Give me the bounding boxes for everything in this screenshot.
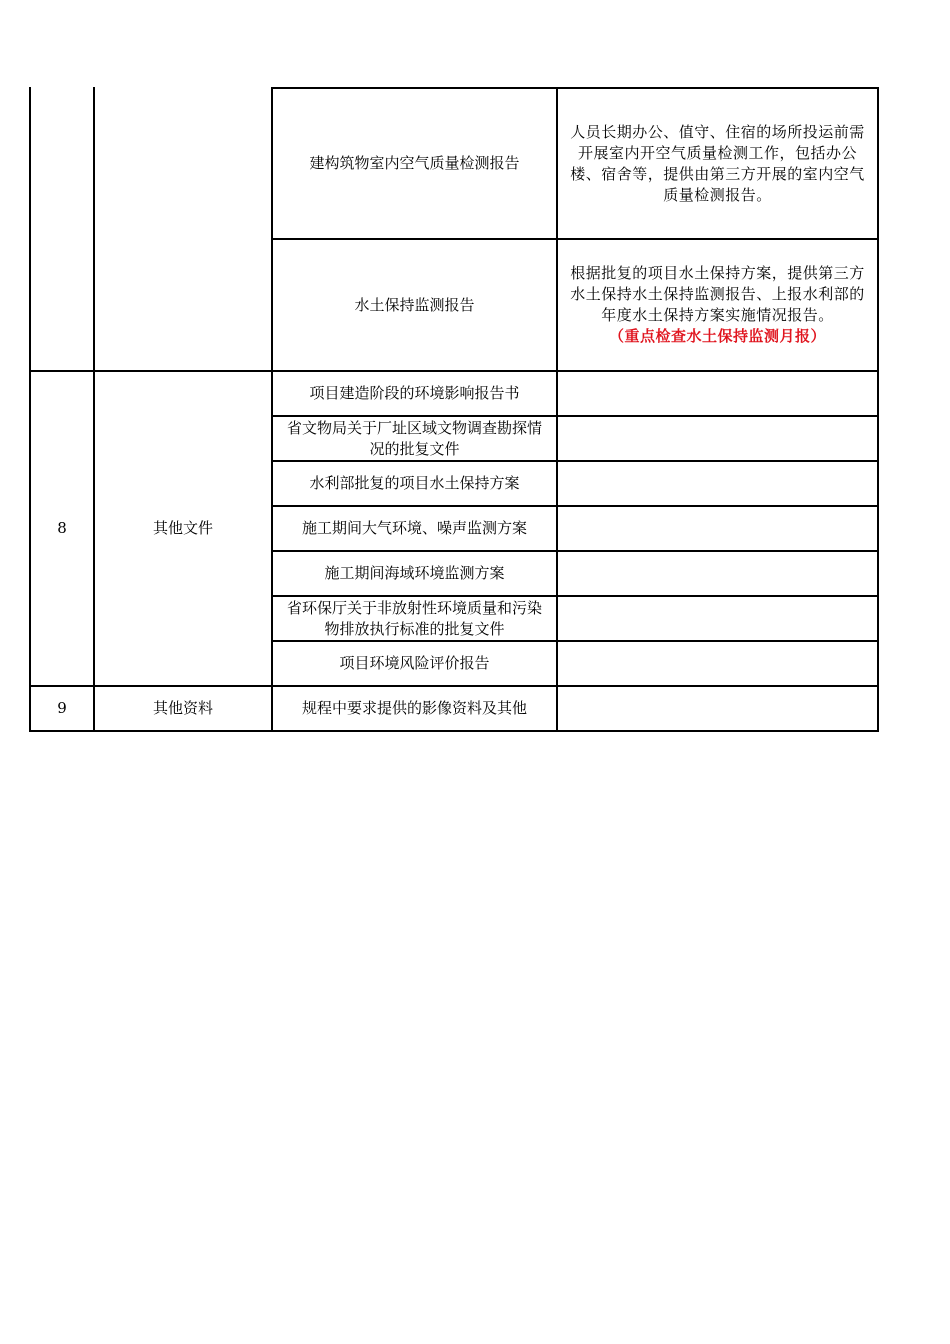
- document-cell: [272, 641, 557, 686]
- document-name: 规程中要求提供的影像资料及其他: [301, 699, 527, 717]
- document-name: 省文物局关于厂址区域文物调查勘探情况的批复文件: [286, 418, 542, 458]
- category-text: 其他文件: [152, 519, 213, 537]
- row-divider: [271, 595, 879, 597]
- document-name: 建构筑物室内空气质量检测报告: [309, 154, 520, 172]
- document-cell: [272, 461, 557, 506]
- table-border-left: [29, 87, 31, 732]
- document-cell: [272, 371, 557, 416]
- row-number: [30, 371, 94, 686]
- document-name: 水土保持监测报告: [354, 295, 475, 314]
- requirement-text: 根据批复的项目水土保持方案，提供第三方水土保持水土保持监测报告、上报水利部的年度水土保持方案实施情况报告。: [570, 264, 865, 324]
- row-divider: [271, 238, 879, 240]
- document-cell: [272, 416, 557, 461]
- document-cell: [272, 506, 557, 551]
- highlight-note: （重点检查水土保持监测月报）: [608, 327, 826, 345]
- document-cell: [272, 551, 557, 596]
- document-cell: [272, 88, 557, 239]
- document-name: 施工期间海域环境监测方案: [324, 564, 505, 582]
- row-number-text: 9: [57, 699, 67, 717]
- document-name: 水利部批复的项目水土保持方案: [309, 474, 520, 492]
- column-divider: [556, 87, 558, 732]
- document-name: 项目环境风险评价报告: [339, 654, 490, 672]
- column-divider: [271, 87, 273, 732]
- row-divider: [271, 550, 879, 552]
- document-cell: [272, 686, 557, 731]
- requirement-cell: [557, 239, 878, 371]
- table-border-right: [877, 87, 879, 732]
- document-name: 项目建造阶段的环境影响报告书: [309, 384, 520, 402]
- category-text: 其他资料: [152, 699, 213, 717]
- row-divider: [271, 415, 879, 417]
- category-cell: [94, 371, 272, 686]
- requirement-text: 人员长期办公、值守、住宿的场所投运前需开展室内开空气质量检测工作，包括办公楼、宿舍等，提供由第三方开展的室内空气质量检测报告。: [570, 122, 865, 204]
- document-cell: [272, 239, 557, 371]
- row-divider: [271, 87, 879, 89]
- row-divider: [29, 685, 879, 687]
- document-name: 施工期间大气环境、噪声监测方案: [301, 519, 527, 537]
- row-divider: [271, 505, 879, 507]
- table-border-bottom: [29, 730, 879, 732]
- document-name: 省环保厅关于非放射性环境质量和污染物排放执行标准的批复文件: [286, 598, 542, 638]
- row-number: [30, 686, 94, 731]
- row-number-text: 8: [57, 519, 67, 537]
- column-divider: [93, 87, 95, 732]
- row-divider: [29, 370, 879, 372]
- row-divider: [271, 460, 879, 462]
- category-cell: [94, 686, 272, 731]
- document-cell: [272, 596, 557, 641]
- row-divider: [271, 640, 879, 642]
- requirement-cell: [557, 88, 878, 239]
